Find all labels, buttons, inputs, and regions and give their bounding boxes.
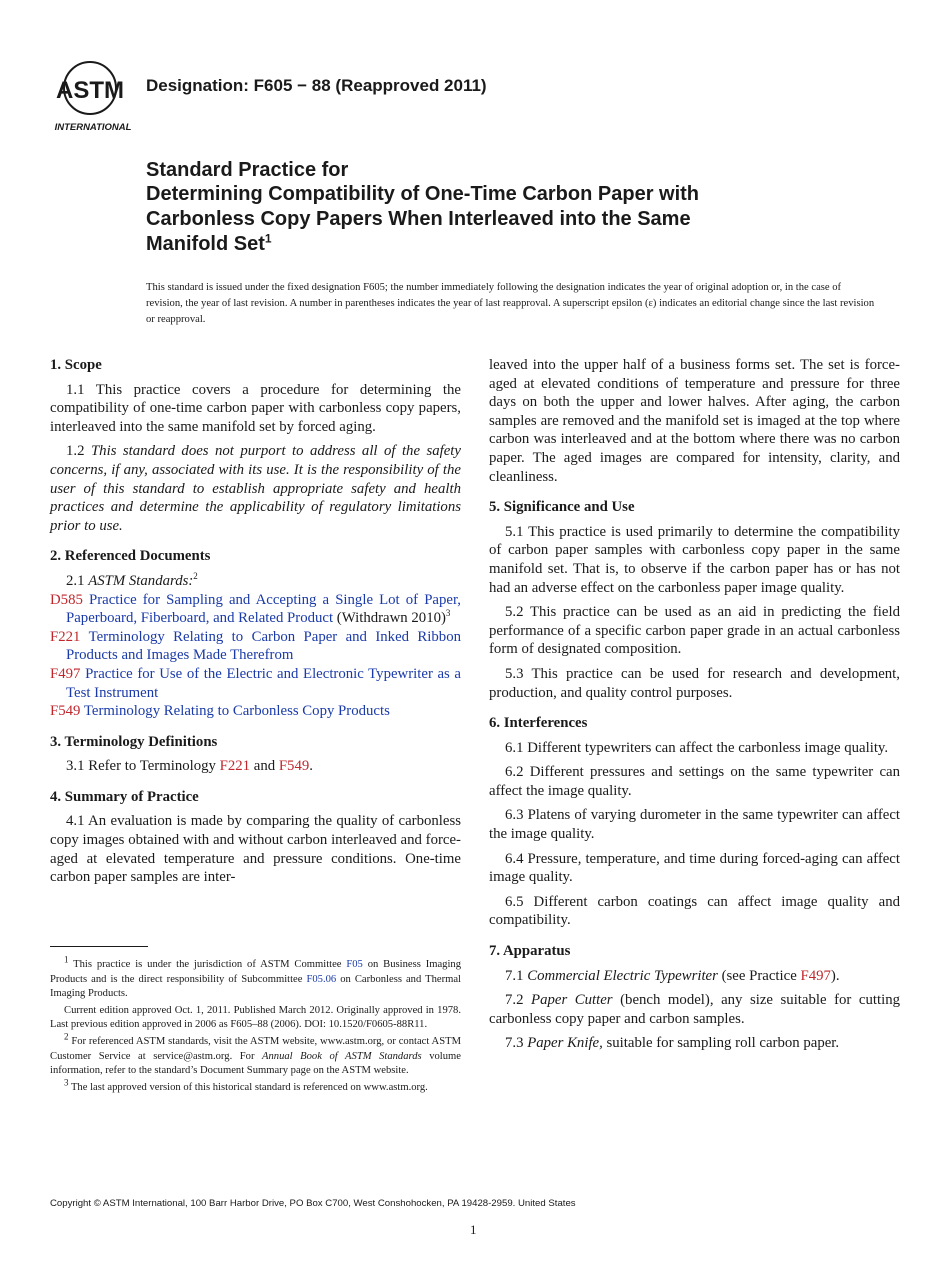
ref-code-link[interactable]: F497 bbox=[50, 665, 81, 682]
ref-item-f497[interactable] bbox=[50, 665, 461, 702]
ref-item-f549[interactable] bbox=[50, 702, 461, 721]
ref-item-d585[interactable] bbox=[50, 591, 461, 628]
paragraph-6-2: 6.2 Different pressures and settings on the same typewriter can affect the image quality. bbox=[489, 764, 900, 799]
para-num: 1.2 bbox=[66, 443, 91, 460]
paragraph-6-4: 6.4 Pressure, temperature, and time during forced-aging can affect image quality. bbox=[489, 850, 900, 886]
paragraph-3-1 bbox=[50, 757, 461, 776]
title-line-1: Standard Practice for bbox=[146, 159, 349, 181]
page-number: 1 bbox=[470, 1222, 477, 1237]
paragraph-5-3: 5.3 This practice can be used for research and development, production, and quality control purposes. bbox=[489, 665, 900, 701]
ref-title-link[interactable]: Practice for Sampling and Accepting a Single Lot of Paper, Paperboard, Fiberboard, and Related Product bbox=[66, 591, 461, 627]
section-referenced-documents bbox=[50, 547, 461, 720]
term: Paper Knife, bbox=[527, 1035, 603, 1052]
footnote-mark: 3 bbox=[64, 1077, 69, 1088]
right-column bbox=[489, 356, 900, 1065]
link-f549[interactable]: F549 bbox=[278, 758, 310, 775]
section-heading: 7. Apparatus bbox=[489, 943, 571, 960]
para-text: ). bbox=[830, 967, 840, 984]
footnote-text: The last approved version of this historical standard is referenced on www.astm.org. bbox=[68, 1081, 428, 1093]
section-heading: 1. Scope bbox=[50, 357, 102, 373]
link-f497[interactable]: F497 bbox=[800, 967, 831, 984]
footnote-text: volume information, refer to the standard’s Document Summary page on the ASTM website. bbox=[50, 1050, 461, 1077]
paragraph-4-1-part-2: leaved into the upper half of a business forms set. The set is force-aged at elevated conditions of temperature and pressure for three days on both the upper and lower halves. After aging, the carbon samples are removed and the manifold set is imaged at the top where carbon was interleaved and at the bottom where there was no carbon paper. The aged images are compared for intensity, clarity, and cleanliness. bbox=[489, 357, 900, 485]
copyright-line: Copyright © ASTM International, 100 Barr Harbor Drive, PO Box C700, West Conshohocken, PA 19428-2959. United States bbox=[50, 1198, 576, 1209]
section-heading: 5. Significance and Use bbox=[489, 499, 635, 516]
footnote-text: on Carbonless and Thermal Imaging Products. bbox=[50, 973, 461, 1000]
ref-note: (Withdrawn 2010) bbox=[336, 610, 446, 627]
para-text: 3.1 Refer to Terminology bbox=[66, 758, 220, 775]
ref-item-f221[interactable] bbox=[50, 628, 461, 665]
footnote-divider bbox=[50, 946, 148, 947]
section-heading: 3. Terminology Definitions bbox=[50, 733, 218, 750]
title-line-4 bbox=[146, 232, 846, 257]
title-line-4-text: Manifold Set bbox=[146, 233, 265, 255]
paragraph-5-2: 5.2 This practice can be used as an aid in predicting the field performance of a specific carbon paper grade in an actual carbonless form of designated composition. bbox=[489, 604, 900, 658]
paragraph-2-1 bbox=[66, 572, 461, 591]
footnote-italic: Annual Book of ASTM Standards bbox=[262, 1050, 422, 1062]
footnote-3 bbox=[50, 1077, 461, 1096]
footnote-mark: 3 bbox=[445, 608, 451, 619]
section-scope bbox=[50, 356, 461, 535]
section-interferences bbox=[489, 714, 900, 930]
paragraph-1-1: 1.1 This practice covers a procedure for determining the compatibility of one-time carbon paper with carbonless copy papers, interleaved into the same manifold set by forced aging. bbox=[50, 381, 461, 435]
footnote-mark: 2 bbox=[64, 1031, 69, 1042]
paragraph-6-3: 6.3 Platens of varying durometer in the same typewriter can affect the image quality. bbox=[489, 807, 900, 843]
footnote-text: For referenced ASTM standards, visit the ASTM website, www.astm.org, or contact ASTM Customer Service at service@astm.org. For bbox=[50, 1035, 461, 1062]
title-line-3: Carbonless Copy Papers When Interleaved into the Same bbox=[146, 208, 691, 230]
link-f221[interactable]: F221 bbox=[219, 758, 251, 775]
footnote-text: on Business Imaging Products and is the direct responsibility of Subcommittee bbox=[50, 959, 461, 985]
paragraph-5-1: 5.1 This practice is used primarily to determine the compatibility of carbon paper samples with carbonless copy paper in the same manifold set. That is, to observe if the carbon paper has or has not had an adverse effect on the carbonless paper image quality. bbox=[489, 523, 900, 596]
para-text: and bbox=[250, 758, 279, 775]
left-column bbox=[50, 356, 461, 899]
paragraph-6-5: 6.5 Different carbon coatings can affect image quality and compatibility. bbox=[489, 893, 900, 929]
footnote-mark: 1 bbox=[64, 954, 69, 965]
paragraph-7-2 bbox=[489, 991, 900, 1028]
footnote-mark: 2 bbox=[193, 571, 198, 582]
safety-statement: This standard does not purport to address all of the safety concerns, if any, associated with its use. It is the responsibility of the user of this standard to establish appropriate safety and health practices and determine the applicability of regulatory limitations prior to use. bbox=[50, 443, 461, 534]
section-significance bbox=[489, 498, 900, 702]
logo-mark: ASTM bbox=[56, 77, 124, 104]
link-f05-06[interactable]: F05.06 bbox=[306, 973, 337, 985]
section-summary-continued bbox=[489, 356, 900, 486]
section-apparatus bbox=[489, 942, 900, 1053]
link-f05[interactable]: F05 bbox=[346, 959, 363, 970]
para-text: suitable for sampling roll carbon paper. bbox=[602, 1035, 840, 1052]
section-heading: 6. Interferences bbox=[489, 715, 588, 732]
para-text: (see Practice bbox=[717, 967, 801, 984]
para-num: 7.2 bbox=[505, 992, 532, 1009]
designation: Designation: F605 − 88 (Reapproved 2011) bbox=[146, 76, 487, 95]
ref-code-link[interactable]: F221 bbox=[50, 628, 81, 645]
footnote-2 bbox=[50, 1031, 461, 1079]
ref-code-link[interactable]: F549 bbox=[50, 703, 81, 720]
paragraph-6-1: 6.1 Different typewriters can affect the carbonless image quality. bbox=[505, 739, 889, 756]
footnotes bbox=[50, 954, 461, 1097]
designation-notice: This standard is issued under the fixed designation F605; the number immediately following the designation indicates the year of original adoption or, in the case of revision, the year of last revision. A number in parentheses indicates the year of last reapproval. A superscript epsilon (ε) indicates an editorial change since the last revision or reapproval. bbox=[146, 282, 875, 325]
para-num: 7.3 bbox=[505, 1035, 528, 1052]
para-text: (bench model), any size suitable for cutting carbonless copy paper and carbon samples. bbox=[489, 992, 900, 1027]
logo-subtext: INTERNATIONAL bbox=[54, 122, 132, 133]
footnote-1 bbox=[50, 954, 461, 1002]
section-terminology bbox=[50, 733, 461, 776]
section-heading: 4. Summary of Practice bbox=[50, 788, 199, 805]
paragraph-1-2 bbox=[50, 442, 461, 535]
paragraph-7-1 bbox=[489, 967, 900, 986]
paragraph-7-3 bbox=[489, 1034, 900, 1053]
ref-title-link[interactable]: Terminology Relating to Carbonless Copy Products bbox=[83, 703, 390, 720]
term: Commercial Electric Typewriter bbox=[527, 967, 718, 984]
ref-title-link[interactable]: Practice for Use of the Electric and Electronic Typewriter as a Test Instrument bbox=[66, 665, 461, 701]
title-line-2: Determining Compatibility of One-Time Carbon Paper with bbox=[146, 183, 700, 205]
astm-standards-label: ASTM Standards: bbox=[88, 572, 194, 589]
footnote-1-edition: Current edition approved Oct. 1, 2011. Published March 2012. Originally approved in 1978. Last previous edition approved in 2006 as F605–88 (2006). DOI: 10.1520/F0605-88R11. bbox=[50, 1004, 461, 1031]
footnote-text: This practice is under the jurisdiction of ASTM Committee bbox=[68, 959, 347, 970]
section-heading: 2. Referenced Documents bbox=[50, 548, 211, 565]
document-title bbox=[146, 158, 846, 257]
para-num: 2.1 bbox=[66, 572, 89, 589]
title-footnote-mark: 1 bbox=[264, 231, 272, 246]
astm-logo bbox=[50, 56, 136, 134]
ref-code-link[interactable]: D585 bbox=[50, 591, 83, 608]
ref-title-link[interactable]: Terminology Relating to Carbon Paper and Inked Ribbon Products and Images Made Therefrom bbox=[66, 628, 461, 664]
paragraph-4-1-part-1: 4.1 An evaluation is made by comparing the quality of carbonless copy images obtained with and without carbon interleaved and force-aged at elevated temperature and pressure conditions. One-time carbon paper samples are inter- bbox=[50, 813, 461, 886]
para-num: 7.1 bbox=[505, 967, 528, 984]
term: Paper Cutter bbox=[531, 992, 613, 1009]
para-text: . bbox=[309, 758, 313, 775]
section-summary bbox=[50, 788, 461, 887]
